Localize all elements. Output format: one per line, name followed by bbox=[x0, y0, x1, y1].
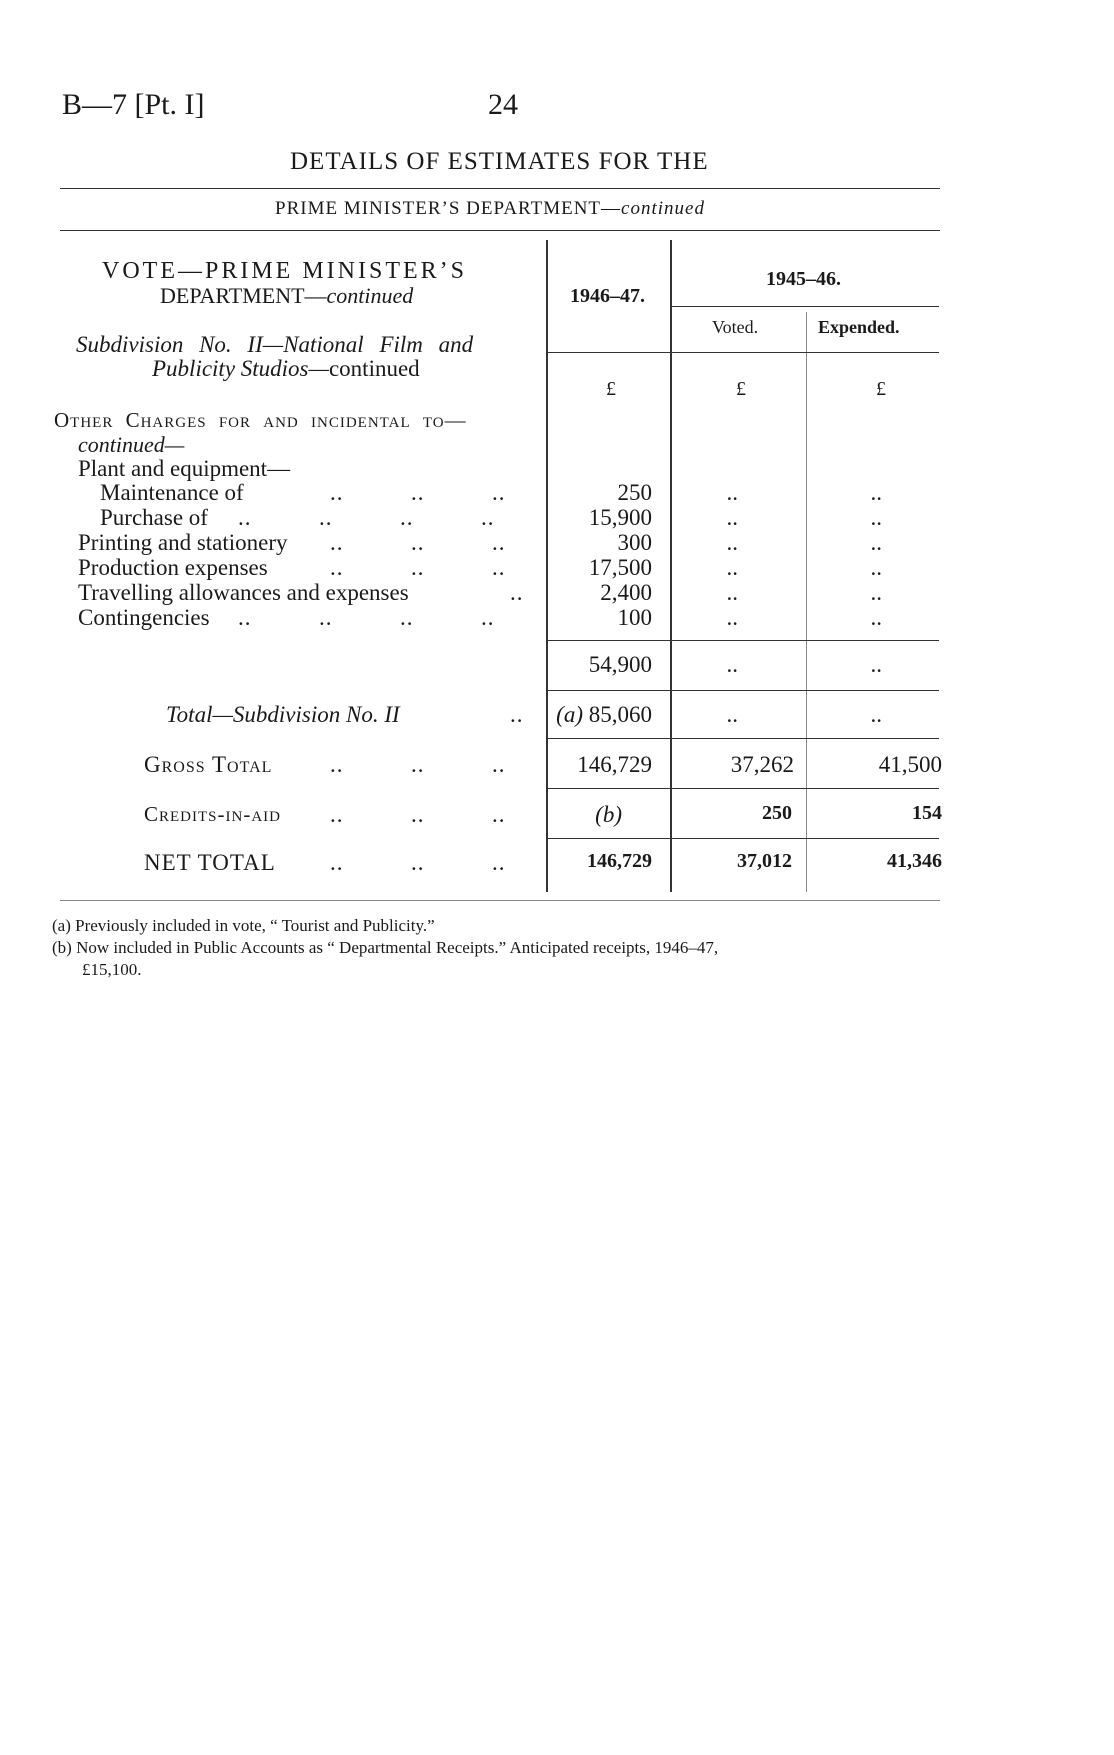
column-header-1946-47: 1946–47. bbox=[570, 285, 645, 307]
leader-dots: .. .. .. .. bbox=[238, 505, 495, 530]
gross-total-voted: 37,262 bbox=[730, 752, 794, 777]
currency-1946-47: £ bbox=[606, 378, 616, 400]
cell-voted-printing: .. bbox=[726, 530, 738, 555]
net-total-voted: 37,012 bbox=[737, 850, 792, 872]
gross-total-expended: 41,500 bbox=[878, 752, 942, 777]
cell-voted-contingencies: .. bbox=[726, 605, 738, 630]
cell-current-travelling: 2,400 bbox=[600, 580, 652, 605]
row-label-maintenance: Maintenance of bbox=[100, 480, 244, 505]
net-total-rule bbox=[546, 838, 939, 839]
leader-dots: .. .. .. bbox=[330, 555, 506, 580]
page-title: DETAILS OF ESTIMATES FOR THE bbox=[290, 148, 709, 175]
credits-in-aid-current: (b) bbox=[595, 802, 622, 827]
credits-in-aid-voted: 250 bbox=[762, 802, 792, 824]
cell-voted-maintenance: .. bbox=[726, 480, 738, 505]
cell-expended-printing: .. bbox=[870, 530, 882, 555]
leader-dots: .. .. .. bbox=[330, 850, 506, 875]
document-code: B—7 [Pt. I] bbox=[62, 88, 205, 121]
cell-voted-production: .. bbox=[726, 555, 738, 580]
subdivision-heading-line1: Subdivision No. II—National Film and bbox=[76, 332, 474, 357]
table-bottom-rule bbox=[60, 900, 940, 901]
header-rule-1945 bbox=[671, 306, 939, 307]
column-header-expended: Expended. bbox=[818, 317, 900, 337]
leader-dots: .. bbox=[510, 702, 524, 727]
subtitle-rule bbox=[60, 230, 940, 231]
leader-dots: .. bbox=[510, 580, 524, 605]
total-subdivision-label: Total—Subdivision No. II bbox=[166, 702, 400, 727]
cell-expended-purchase: .. bbox=[870, 505, 882, 530]
cell-expended-production: .. bbox=[870, 555, 882, 580]
row-label-contingencies: Contingencies bbox=[78, 605, 210, 630]
gross-total-current: 146,729 bbox=[577, 752, 652, 777]
leader-dots: .. .. .. bbox=[330, 480, 506, 505]
cell-current-printing: 300 bbox=[617, 530, 652, 555]
plant-and-equipment-heading: Plant and equipment— bbox=[78, 456, 291, 481]
column-header-voted: Voted. bbox=[712, 317, 759, 337]
department-subtitle: PRIME MINISTER’S DEPARTMENT—continued bbox=[275, 198, 705, 219]
subtotal-expended: .. bbox=[870, 652, 882, 677]
cell-voted-travelling: .. bbox=[726, 580, 738, 605]
row-label-production: Production expenses bbox=[78, 555, 268, 580]
cell-voted-purchase: .. bbox=[726, 505, 738, 530]
column-rule-right bbox=[806, 312, 807, 892]
footnote-b-continued: £15,100. bbox=[82, 960, 142, 979]
leader-dots: .. .. .. bbox=[330, 752, 506, 777]
vote-heading-line1: VOTE—PRIME MINISTER’S bbox=[102, 258, 468, 284]
currency-expended: £ bbox=[876, 378, 886, 400]
net-total-expended: 41,346 bbox=[887, 850, 942, 872]
total-subdivision-current: (a) 85,060 bbox=[556, 702, 652, 727]
net-total-label: NET TOTAL bbox=[144, 850, 276, 875]
page-number: 24 bbox=[488, 88, 518, 121]
other-charges-continued: continued— bbox=[78, 432, 185, 457]
title-rule bbox=[60, 188, 940, 189]
column-header-1945-46: 1945–46. bbox=[766, 268, 841, 290]
row-label-travelling: Travelling allowances and expenses bbox=[78, 580, 409, 605]
total-subdivision-voted: .. bbox=[726, 702, 738, 727]
header-rule-bottom bbox=[546, 352, 939, 353]
gross-total-rule bbox=[546, 738, 939, 739]
cell-current-purchase: 15,900 bbox=[588, 505, 652, 530]
subdivision-heading-line2: Publicity Studios—continued bbox=[152, 356, 420, 381]
row-label-purchase: Purchase of bbox=[100, 505, 208, 530]
leader-dots: .. .. .. .. bbox=[238, 605, 495, 630]
credits-rule bbox=[546, 788, 939, 789]
leader-dots: .. .. .. bbox=[330, 802, 506, 827]
vote-heading-line2: DEPARTMENT—continued bbox=[160, 283, 414, 308]
total-subdivision-rule bbox=[546, 690, 939, 691]
cell-expended-maintenance: .. bbox=[870, 480, 882, 505]
footnote-a: (a) Previously included in vote, “ Tourist and Publicity.” bbox=[52, 916, 435, 935]
footnote-marker-a: (a) bbox=[556, 702, 583, 727]
cell-expended-travelling: .. bbox=[870, 580, 882, 605]
row-label-printing: Printing and stationery bbox=[78, 530, 288, 555]
gross-total-label: Gross Total bbox=[144, 752, 273, 777]
credits-in-aid-label: Credits-in-aid bbox=[144, 802, 281, 826]
subtotal-current: 54,900 bbox=[588, 652, 652, 677]
cell-current-contingencies: 100 bbox=[617, 605, 652, 630]
cell-expended-contingencies: .. bbox=[870, 605, 882, 630]
subtotal-voted: .. bbox=[726, 652, 738, 677]
currency-voted: £ bbox=[736, 378, 746, 400]
footnote-b: (b) Now included in Public Accounts as “ Departmental Receipts.” Anticipated receipts, 1946–47, bbox=[52, 938, 719, 957]
net-total-current: 146,729 bbox=[587, 850, 652, 872]
other-charges-heading: Other Charges for and incidental to— bbox=[54, 408, 467, 432]
subtotal-rule bbox=[546, 640, 939, 641]
credits-in-aid-expended: 154 bbox=[912, 802, 942, 824]
cell-current-production: 17,500 bbox=[588, 555, 652, 580]
cell-current-maintenance: 250 bbox=[617, 480, 652, 505]
total-subdivision-expended: .. bbox=[870, 702, 882, 727]
leader-dots: .. .. .. bbox=[330, 530, 506, 555]
